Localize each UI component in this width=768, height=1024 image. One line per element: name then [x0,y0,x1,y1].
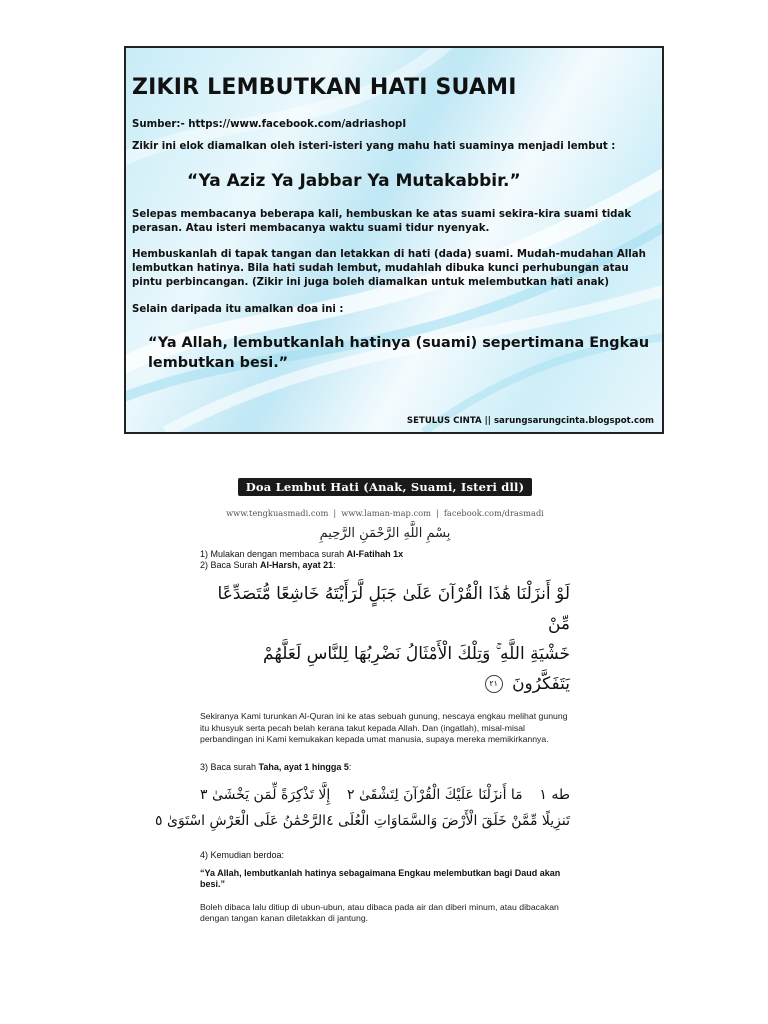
taha-verse-5: الرَّحْمَٰنُ عَلَى الْعَرْشِ اسْتَوَىٰ ٥ [155,812,327,829]
link-facebook[interactable]: facebook.com/drasmadi [443,508,544,518]
doa-document [155,478,570,925]
hashr-translation: Sekiranya Kami turunkan Al-Quran ini ke atas sebuah gunung, nescaya engkau melihat gunung itu khusyuk serta pecah belah kerana takut kepada Allah. Dan (ingatlah), misal-misal perbandingan ini Kami kemukakan kepada umat manusia, supaya mereka memikirkannya. [200,711,568,744]
card-title: ZIKIR LEMBUTKAN HATI SUAMI [132,75,517,100]
link-laman-map[interactable]: www.laman-map.com [341,508,432,518]
taha-verses [155,782,570,834]
al-hashr-verse [200,579,570,699]
card-paragraph-3: Selain daripada itu amalkan doa ini : [132,304,344,315]
basmala: بِسْمِ اللَّهِ الرَّحْمَنِ الرَّحِيمِ [319,526,451,541]
taha-row-1 [200,782,570,808]
step-3: 3) Baca surah Taha, ayat 1 hingga 5: [200,761,352,772]
card-intro: Zikir ini elok diamalkan oleh isteri-isteri yang mahu hati suaminya menjadi lembut : [132,141,616,152]
zikir-quote: “Ya Aziz Ya Jabbar Ya Mutakabbir.” [187,171,521,191]
step-4: 4) Kemudian berdoa: [200,849,285,860]
ayah-number-icon: ٢١ [485,675,503,693]
link-tengkuasmadi[interactable]: www.tengkuasmadi.com [226,508,329,518]
zikir-image-card [124,46,664,434]
doa-quote: “Ya Allah, lembutkanlah hatinya (suami) sepertimana Engkau lembutkan besi.” [148,335,650,371]
steps-1-2 [200,549,570,571]
card-paragraph-2: Hembuskanlah di tapak tangan dan letakkan di hati (dada) suami. Mudah-mudahan Allah lembutkan hatinya. Bila hati sudah lembut, mudahlah dibuka kunci perhubungan atau pintu perbincangan. (Zikir ini juga boleh diamalkan untuk melembutkan hati anak) [132,249,646,288]
taha-verse-3: إِلَّا تَذْكِرَةً لِّمَن يَخْشَىٰ ٣ [200,786,331,803]
card-source: Sumber:- https://www.facebook.com/adriashopI [132,119,407,130]
usage-instructions: Boleh dibaca lalu ditiup di ubun-ubun, atau dibaca pada air dan diberi minum, atau dibacakan dengan tangan kanan diletakkan di jantung. [200,901,559,923]
card-content [132,74,652,373]
hashr-line-1: لَوْ أَنزَلْنَا هَٰذَا الْقُرْآنَ عَلَىٰ جَبَلٍ لَّرَأَيْتَهُ خَاشِعًا مُّتَصَدِّعًا مِّنْ [217,584,570,634]
hashr-line-2: خَشْيَةِ اللَّهِ ۚ وَتِلْكَ الْأَمْثَالُ نَضْرِبُهَا لِلنَّاسِ لَعَلَّهُمْ [263,644,570,664]
card-footer: SETULUS CINTA || sarungsarungcinta.blogspot.com [406,416,654,426]
step-1: 1) Mulakan dengan membaca surah Al-Fatihah 1x [200,549,404,559]
card-paragraph-1: Selepas membacanya beberapa kali, hembuskan ke atas suami sekira-kira suami tidak perasan. Atau isteri membacanya waktu suami tidur nyenyak. [132,209,632,234]
step-2: 2) Baca Surah Al-Harsh, ayat 21: [200,560,336,570]
taha-verse-4: تَنزِيلًا مِّمَّنْ خَلَقَ الْأَرْضَ وَالسَّمَاوَاتِ الْعُلَى ٤ [326,812,570,829]
doa-text: “Ya Allah, lembutkanlah hatinya sebagaimana Engkau melembutkan bagi Daud akan besi.” [200,867,561,889]
taha-verse-2: مَا أَنزَلْنَا عَلَيْكَ الْقُرْآنَ لِتَشْقَىٰ ٢ [346,786,523,803]
doc-title: Doa Lembut Hati (Anak, Suami, Isteri dll) [238,478,533,496]
source-links: www.tengkuasmadi.com | www.laman-map.com | facebook.com/drasmadi [226,508,544,518]
taha-row-2 [155,808,570,834]
hashr-line-3: يَتَفَكَّرُونَ ٢١ [200,669,570,699]
taha-verse-1: طه ١ [539,786,570,803]
